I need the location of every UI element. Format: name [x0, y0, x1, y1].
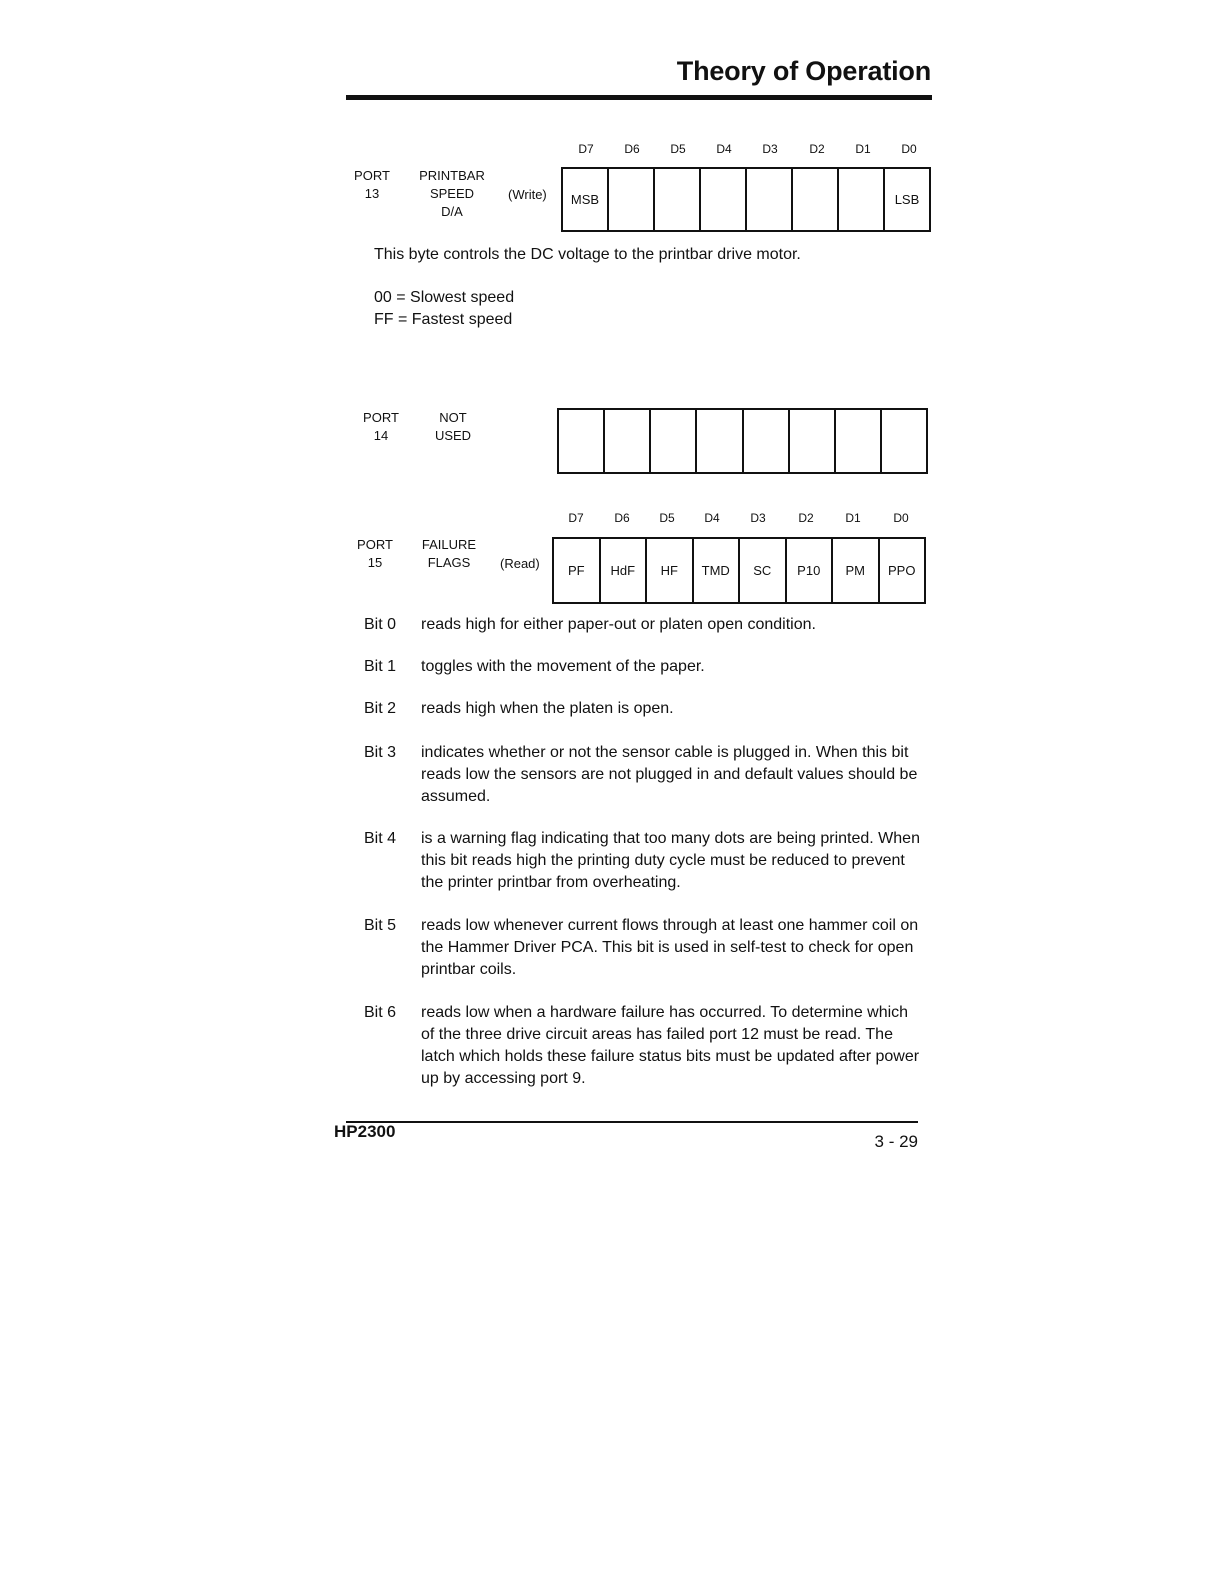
port13-cell-d6	[609, 169, 655, 230]
bit-label: Bit 2	[364, 700, 397, 717]
page-title: Theory of Operation	[676, 56, 931, 86]
bit-row-3	[364, 742, 924, 808]
port13-cell-d4	[701, 169, 747, 230]
bit-description: reads high for either paper-out or platen open condition.	[421, 616, 816, 633]
port14-cell-d5	[651, 410, 697, 472]
port15-cell-pm: PM	[833, 539, 880, 602]
port14-name-line-2: USED	[434, 428, 472, 443]
bit-label: Bit 6	[364, 1004, 397, 1021]
bit-row-5	[364, 915, 924, 981]
port13-name-line-1: PRINTBAR	[419, 168, 485, 183]
port13-cell-d5	[655, 169, 701, 230]
port15-cell-hf: HF	[647, 539, 694, 602]
bit-description: toggles with the movement of the paper.	[421, 658, 705, 675]
port13-bit-label-d5: D5	[670, 142, 686, 156]
port13-cell-d3	[747, 169, 793, 230]
port13-description: This byte controls the DC voltage to the printbar drive motor.	[374, 246, 801, 263]
port15-register	[552, 537, 926, 604]
port13-bit-label-d0: D0	[901, 142, 917, 156]
bit-row-4	[364, 828, 924, 894]
port14-name-line-1: NOT	[439, 410, 467, 425]
port14-cell-d7	[559, 410, 605, 472]
port14-port-number: 14	[373, 428, 389, 443]
port15-name-line-1: FAILURE	[421, 537, 477, 552]
bit-row-0	[364, 614, 924, 636]
port15-cell-p10: P10	[787, 539, 834, 602]
bit-description: reads low when a hardware failure has occurred. To determine which of the three drive circuit areas has failed port 12 must be read. The latch which holds these failure status bits must be updated after power up by accessing port 9.	[421, 1004, 920, 1087]
port15-bit-label-d4: D4	[704, 511, 720, 525]
port14-cell-d6	[605, 410, 651, 472]
bit-row-6	[364, 1002, 924, 1090]
port14-register	[557, 408, 928, 474]
bit-label: Bit 5	[364, 917, 397, 934]
port15-bit-label-d5: D5	[659, 511, 675, 525]
port15-bit-label-d7: D7	[568, 511, 584, 525]
port15-bit-label-d6: D6	[614, 511, 630, 525]
port13-bit-label-d6: D6	[624, 142, 640, 156]
port13-bit-label-d7: D7	[578, 142, 594, 156]
bit-label: Bit 3	[364, 744, 397, 761]
port13-value-slowest: 00 = Slowest speed	[374, 289, 515, 306]
port15-cell-sc: SC	[740, 539, 787, 602]
port15-cell-ppo: PPO	[888, 563, 916, 578]
port14-cell-d3	[744, 410, 790, 472]
footer-page-number: 3 - 29	[874, 1132, 918, 1151]
bit-label: Bit 4	[364, 830, 397, 847]
port13-bit-label-d4: D4	[716, 142, 732, 156]
port13-direction: (Write)	[508, 187, 547, 202]
port15-port-number: 15	[367, 555, 383, 570]
port13-value-fastest: FF = Fastest speed	[374, 311, 513, 328]
port15-cell-tmd: TMD	[694, 539, 741, 602]
bit-row-2	[364, 698, 924, 720]
port15-cell-hdf: HdF	[601, 539, 648, 602]
port13-port-number: 13	[364, 186, 380, 201]
port13-bit-label-d3: D3	[762, 142, 778, 156]
port15-name-line-2: FLAGS	[427, 555, 471, 570]
port13-name-line-2: SPEED	[429, 186, 475, 201]
port15-port-label: PORT	[357, 537, 393, 552]
port15-bit-label-d0: D0	[893, 511, 909, 525]
port14-cell-d0	[882, 410, 926, 472]
port14-cell-d2	[790, 410, 836, 472]
bit-label: Bit 1	[364, 658, 397, 675]
bit-description: reads low whenever current flows through at least one hammer coil on the Hammer Driver PCA. This bit is used in self-test to check for open printbar coils.	[421, 917, 919, 978]
footer-rule	[346, 1121, 918, 1123]
port13-register	[561, 167, 931, 232]
bit-description: indicates whether or not the sensor cable is plugged in. When this bit reads low the sensors are not plugged in and default values should be assumed.	[421, 744, 918, 805]
title-rule	[346, 95, 932, 100]
bit-description: reads high when the platen is open.	[421, 700, 674, 717]
port15-direction: (Read)	[500, 556, 540, 571]
port15-bit-label-d2: D2	[798, 511, 814, 525]
bit-description: is a warning flag indicating that too many dots are being printed. When this bit reads high the printing duty cycle must be reduced to prevent the printer printbar from overheating.	[421, 830, 920, 891]
port15-bit-label-d1: D1	[845, 511, 861, 525]
port13-cell-d2	[793, 169, 839, 230]
footer-product: HP2300	[334, 1122, 396, 1141]
port13-bit-label-d2: D2	[809, 142, 825, 156]
port15-bit-label-d3: D3	[750, 511, 766, 525]
port13-cell-d1	[839, 169, 885, 230]
port13-bit-label-d1: D1	[855, 142, 871, 156]
bit-row-1	[364, 656, 924, 678]
port14-cell-d4	[697, 410, 743, 472]
bit-label: Bit 0	[364, 616, 397, 633]
port13-port-label: PORT	[354, 168, 390, 183]
port14-port-label: PORT	[363, 410, 399, 425]
port13-name-line-3: D/A	[441, 204, 463, 219]
port14-cell-d1	[836, 410, 882, 472]
port13-cell-d7: MSB	[563, 169, 609, 230]
port13-cell-d0: LSB	[894, 192, 920, 207]
port15-cell-pf: PF	[554, 539, 601, 602]
